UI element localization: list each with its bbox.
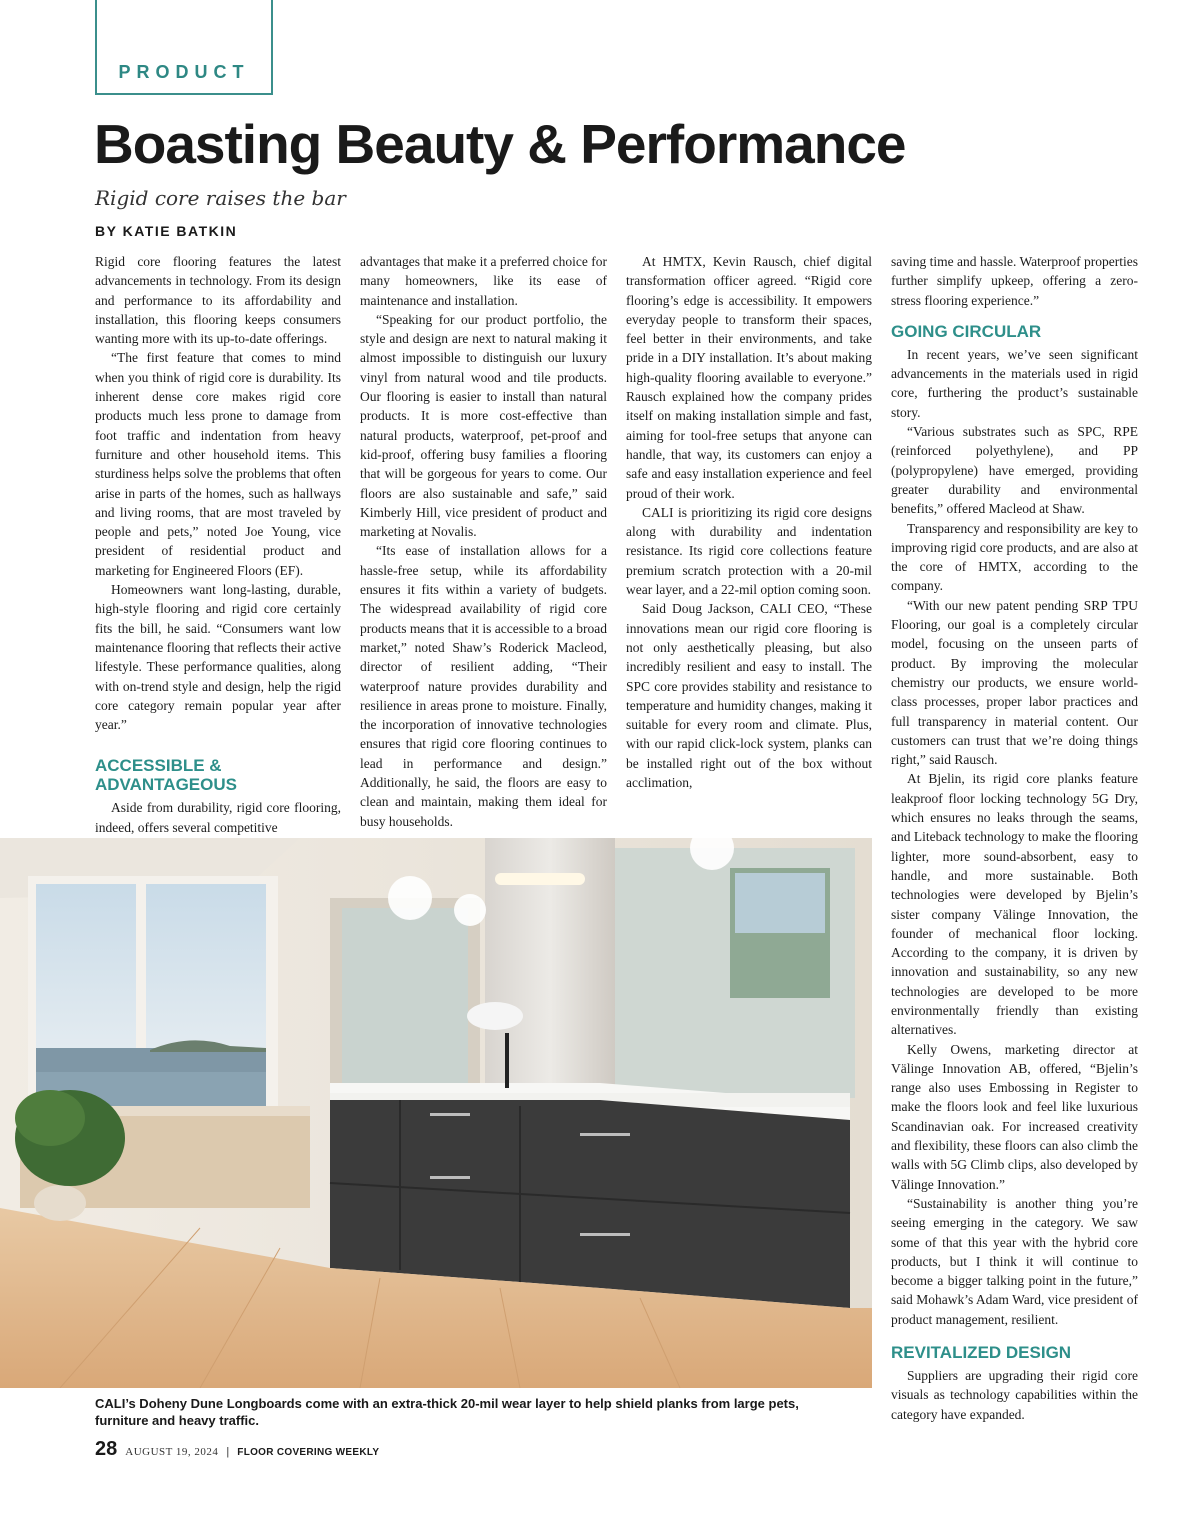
- photo-caption: CALI’s Doheny Dune Longboards come with an extra-thick 20-mil wear layer to help shield planks from large pets, furniture and heavy traffic.: [95, 1396, 799, 1428]
- paragraph: “Sustainability is another thing you’re seeing emerging in the category. We saw some of that this year with the hybrid core products, but I think it will continue to become a bigger talking point in the future,” said Mohawk’s Adam Ward, vice president of product management, resilient.: [891, 1195, 1138, 1327]
- paragraph: CALI is prioritizing its rigid core designs along with durability and indentation resistance. Its rigid core collections feature premium scratch protection with a 20-mil wear layer, and a 22-mil option coming soon.: [626, 504, 872, 598]
- section-heading-going-circular: GOING CIRCULAR: [891, 321, 1042, 341]
- issue-date: AUGUST 19, 2024: [125, 1446, 219, 1458]
- paragraph: At Bjelin, its rigid core planks feature leakproof floor locking technology 5G Dry, which ensures no leaks through the seams, and Liteback technology to make the flooring lighter, more sound-absorbent, easy to handle, and more sustainable. Both technologies were developed by Bjelin’s sister company Välinge Innovation, the founder of mechanical floor locking. According to the company, it is driven by innovation and sustainability, so any new technologies are developed to be more environmentally friendly than existing alternatives.: [891, 771, 1138, 1038]
- article-column-4: [891, 252, 1138, 1424]
- section-label-box: [95, 0, 273, 95]
- page-footer: [95, 1438, 379, 1461]
- paragraph: “The first feature that comes to mind when you think of rigid core is durability. Its inherent dense core makes rigid core products much less prone to damage from foot traffic and indentation from heavy furniture and other household items. This sturdiness helps solve the problems that often arise in parts of the homes, such as hallways and living rooms, that are most traveled by people and pets,” noted Joe Young, vice president of residential product and marketing for Engineered Floors (EF).: [95, 350, 341, 578]
- paragraph: Aside from durability, rigid core flooring, indeed, offers several competitive: [95, 800, 341, 835]
- paragraph: “With our new patent pending SRP TPU Flooring, our goal is a completely circular model, focusing on the unseen parts of product. By improving the molecular chemistry our products, we ensure world-class processes, proper labor practices and full transparency in material content. Our customers can trust that we’re doing things right,” said Rausch.: [891, 597, 1138, 768]
- paragraph: “Various substrates such as SPC, RPE (reinforced polyethylene), and PP (polypropylene) have emerged, providing greater durability and environmental benefits,” offered Macleod at Shaw.: [891, 424, 1138, 517]
- paragraph: Kelly Owens, marketing director at Välinge Innovation AB, offered, “Bjelin’s range also uses Embossing in Register to make the floors look and feel like luxurious Scandinavian oak. For increased creativity and flexibility, these floors can also climb the walls with 5G Climb clips, also developed by Välinge Innovation.”: [891, 1041, 1138, 1192]
- article-column-3: [626, 252, 872, 792]
- paragraph: Suppliers are upgrading their rigid core visuals as technology capabilities within the category have expanded.: [891, 1368, 1138, 1422]
- section-label: PRODUCT: [118, 62, 250, 82]
- paragraph: saving time and hassle. Waterproof properties further simplify upkeep, offering a zero-stress flooring experience.”: [891, 254, 1138, 308]
- paragraph: Said Doug Jackson, CALI CEO, “These innovations mean our rigid core flooring is not only aesthetically pleasing, but also incredibly resilient and easy to install. The SPC core provides stability and resistance to temperature and humidity changes, making it suitable for every room and climate. Plus, with our rapid click-lock system, planks can be installed right out of the box without acclimation,: [626, 601, 872, 791]
- paragraph: In recent years, we’ve seen significant advancements in the materials used in rigid core, furthering the product’s sustainable story.: [891, 346, 1138, 420]
- article-column-1: [95, 252, 341, 837]
- subheadline: Rigid core raises the bar: [95, 186, 346, 210]
- page-number: 28: [95, 1438, 118, 1460]
- paragraph: advantages that make it a preferred choice for many homeowners, like its ease of maintenance and installation.: [360, 254, 607, 308]
- bathroom-photo: [0, 838, 872, 1388]
- footer-separator: |: [226, 1446, 230, 1458]
- paragraph: Rigid core flooring features the latest advancements in technology. From its design and performance to its affordability and installation, this flooring keeps consumers wanting more with its up-to-date offerings.: [95, 254, 341, 347]
- paragraph: Transparency and responsibility are key to improving rigid core products, and are also at the core of HMTX, according to the company.: [891, 520, 1138, 594]
- byline: BY KATIE BATKIN: [95, 223, 238, 239]
- paragraph: “Speaking for our product portfolio, the style and design are next to natural making it almost impossible to distinguish our luxury vinyl from natural wood and tile products. Our flooring is easier to install than natural products. It is more cost-effective than natural products, waterproof, pet-proof and kid-proof, offering busy families a flooring that will be gorgeous for years to come. Our floors are also sustainable and safe,” said Kimberly Hill, vice president of product and marketing at Novalis.: [360, 311, 607, 540]
- section-heading-revitalized-design: REVITALIZED DESIGN: [891, 1343, 1072, 1363]
- paragraph: “Its ease of installation allows for a hassle-free setup, while its affordability ensures it fits within a variety of budgets. The widespread availability of rigid core products means that it is accessible to a broad market,” noted Shaw’s Roderick Macleod, director of resilient adding, “Their waterproof nature provides durability and resilience in areas prone to moisture. Finally, the incorporation of innovative technologies ensures that rigid core flooring continues to lead in performance and design.” Additionally, he said, the floors are easy to clean and maintain, making them ideal for busy households.: [360, 543, 607, 829]
- paragraph: At HMTX, Kevin Rausch, chief digital transformation officer agreed. “Rigid core flooring’s edge is accessibility. It empowers everyday people to transform their spaces, feel better in their environments, and take pride in a DIY installation. It’s about making high-quality flooring available to everyone.” Rausch explained how the company prides itself on making installation simple and fast, aiming for tool-free setups that anyone can handle, that way, its customers can enjoy a safe and easy installation experience and feel proud of their work.: [626, 254, 872, 501]
- section-heading-accessible: ACCESSIBLE & ADVANTAGEOUS: [95, 756, 237, 795]
- paragraph: Homeowners want long-lasting, durable, high-style flooring and rigid core certainly fits the bill, he said. “Consumers want low maintenance flooring that reflects their active lifestyle. These performance qualities, along with on-trend style and design, help the rigid core category remain popular year after year.”: [95, 582, 341, 733]
- publication-name: FLOOR COVERING WEEKLY: [237, 1447, 380, 1458]
- article-column-2: [360, 252, 607, 831]
- headline: Boasting Beauty & Performance: [94, 113, 906, 175]
